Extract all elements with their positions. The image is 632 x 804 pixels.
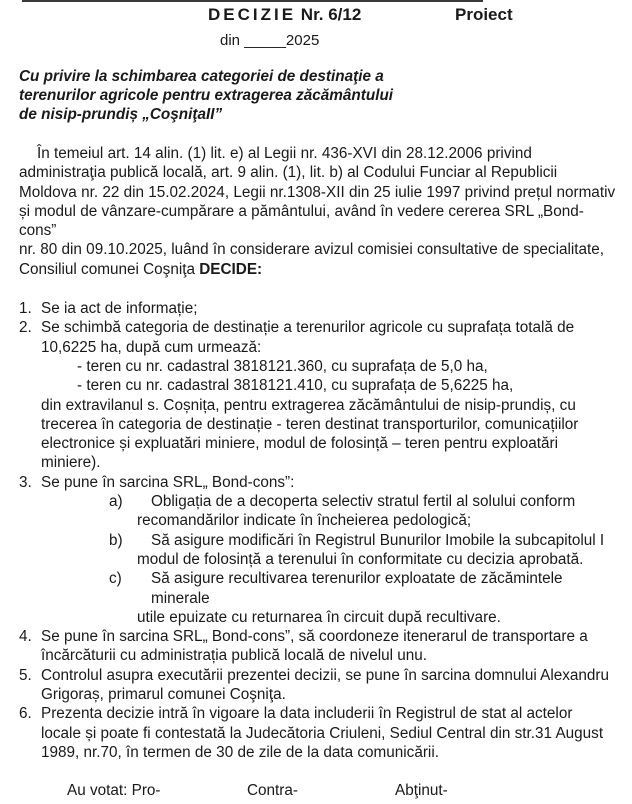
- vote-pro: Au votat: Pro-: [67, 782, 161, 800]
- subject-line: de nisip-prundiș „CoşniţaII”: [19, 106, 223, 123]
- date-year: 2025: [285, 32, 320, 49]
- preamble-line: nr. 80 din 09.10.2025, luând în considerare avizul comisiei consultative de specialitate,: [19, 241, 605, 259]
- decision-item: [19, 299, 624, 318]
- sub-item-line: Obligația de a decoperta selectiv stratul fertil al solului conform: [151, 493, 576, 511]
- preamble-line: și modul de vânzare-cumpărare a pământului, având în vedere cererea SRL „Bond-cons”: [19, 202, 584, 240]
- item-line: trecerea în categoria de destinație - teren destinat transporturilor, comunicațiilor: [41, 415, 579, 433]
- item-line: Grigoraș, primarul comunei Coşniţa.: [41, 686, 286, 704]
- title-number: Nr. 6/12: [300, 5, 362, 24]
- sub-item-line: utile epuizate cu returnarea în circuit după recultivare.: [137, 608, 501, 626]
- decision-item: [19, 627, 624, 666]
- sub-item-label: a): [109, 493, 123, 511]
- decision-item: [19, 473, 624, 627]
- vote-contra: Contra-: [247, 782, 299, 800]
- item-line: Se pune în sarcina SRL„ Bond-cons”, să coordoneze itenerarul de transportare a: [41, 628, 588, 646]
- decision-item: [19, 666, 624, 705]
- item-number: 6.: [19, 705, 32, 723]
- sub-items: [41, 492, 624, 627]
- item-line: locale și poate fi contestată la Judecătoria Criuleni, Sediul Central din str.31 August: [41, 724, 604, 742]
- title-word: DECIZIE: [208, 5, 297, 24]
- decision-subject: [19, 67, 632, 124]
- sub-item-label: c): [109, 570, 122, 588]
- item-line: 10,6225 ha, după cum urmează:: [41, 338, 262, 356]
- vote-abtinut: Abţinut-: [395, 782, 448, 800]
- date-blank: _____: [244, 32, 286, 49]
- document-date: [0, 31, 632, 50]
- item-line: 1989, nr.70, în termen de 30 de zile de la data comunicării.: [41, 743, 439, 761]
- item-line: miniere).: [41, 454, 101, 472]
- header-row: [0, 0, 632, 31]
- document-title: [208, 5, 361, 25]
- sub-item: [109, 569, 624, 627]
- subject-line: Cu privire la schimbarea categoriei de destinaţie a: [19, 68, 384, 85]
- preamble-line: [19, 144, 619, 163]
- parcel-line: - teren cu nr. cadastral 3818121.410, cu suprafața de 5,6225 ha,: [77, 377, 514, 395]
- preamble-text: În temeiul art. 14 alin. (1) lit. e) al Legii nr. 436-XVI din 28.12.2006 privind: [37, 145, 532, 162]
- item-line: din extravilanul s. Coșnița, pentru extragerea zăcământului de nisip-prundiș, cu: [41, 396, 576, 414]
- votes-row: [0, 782, 632, 804]
- preamble-line: administraţia publică locală, art. 9 alin. (1), lit. b) al Codului Funciar al Republicii: [19, 164, 558, 182]
- sub-item: [109, 492, 624, 531]
- subject-line: terenurilor agricole pentru extragerea zăcământului: [19, 87, 394, 104]
- item-line: Se pune în sarcina SRL„ Bond-cons”:: [41, 473, 295, 491]
- preamble-text: Consiliul comunei Coşniţa: [19, 260, 200, 278]
- item-number: 2.: [19, 319, 32, 337]
- decide-keyword: DECIDE:: [199, 260, 263, 278]
- date-prefix: din: [220, 32, 241, 49]
- preamble-line: Moldova nr. 22 din 15.02.2024, Legii nr.1308-XII din 25 iulie 1997 privind prețul normativ: [19, 183, 616, 201]
- decision-items: [19, 299, 624, 762]
- item-line: Se schimbă categoria de destinație a terenurilor agricole cu suprafața totală de: [41, 319, 575, 337]
- item-line: încărcăturii cu administrația publică locală de nivelul unu.: [41, 647, 428, 665]
- preamble-line: [19, 260, 619, 279]
- item-number: 5.: [19, 666, 32, 684]
- decision-item: [19, 704, 624, 762]
- item-number: 1.: [19, 300, 32, 318]
- item-line: electronice și expluatări miniere, modul de folosință – teren pentru exploatări: [41, 435, 558, 453]
- sub-item: [109, 531, 624, 570]
- parcel-line: - teren cu nr. cadastral 3818121.360, cu suprafața de 5,0 ha,: [77, 357, 488, 375]
- item-line: Se ia act de informație;: [41, 300, 198, 318]
- status-label: Proiect: [455, 5, 513, 24]
- sub-item-line: recomandărilor indicate în încheierea pedologică;: [137, 512, 472, 530]
- item-line: Controlul asupra executării prezentei decizii, se pune în sarcina domnului Alexandru: [41, 666, 610, 684]
- item-line: Prezenta decizie intră în vigoare la data includerii în Registrul de stat al actelor: [41, 705, 573, 723]
- preamble: [19, 144, 619, 279]
- sub-item-line: Să asigure modificări în Registrul Bunurilor Imobile la subcapitolul I: [151, 531, 605, 549]
- item-number: 3.: [19, 473, 32, 491]
- sub-item-line: Să asigure recultivarea terenurilor exploatate de zăcămintele minerale: [151, 570, 563, 607]
- sub-item-label: b): [109, 531, 123, 549]
- sub-item-line: modul de folosință a terenului în conformitate cu decizia aprobată.: [137, 550, 584, 568]
- decision-item: [19, 318, 624, 472]
- item-number: 4.: [19, 628, 32, 646]
